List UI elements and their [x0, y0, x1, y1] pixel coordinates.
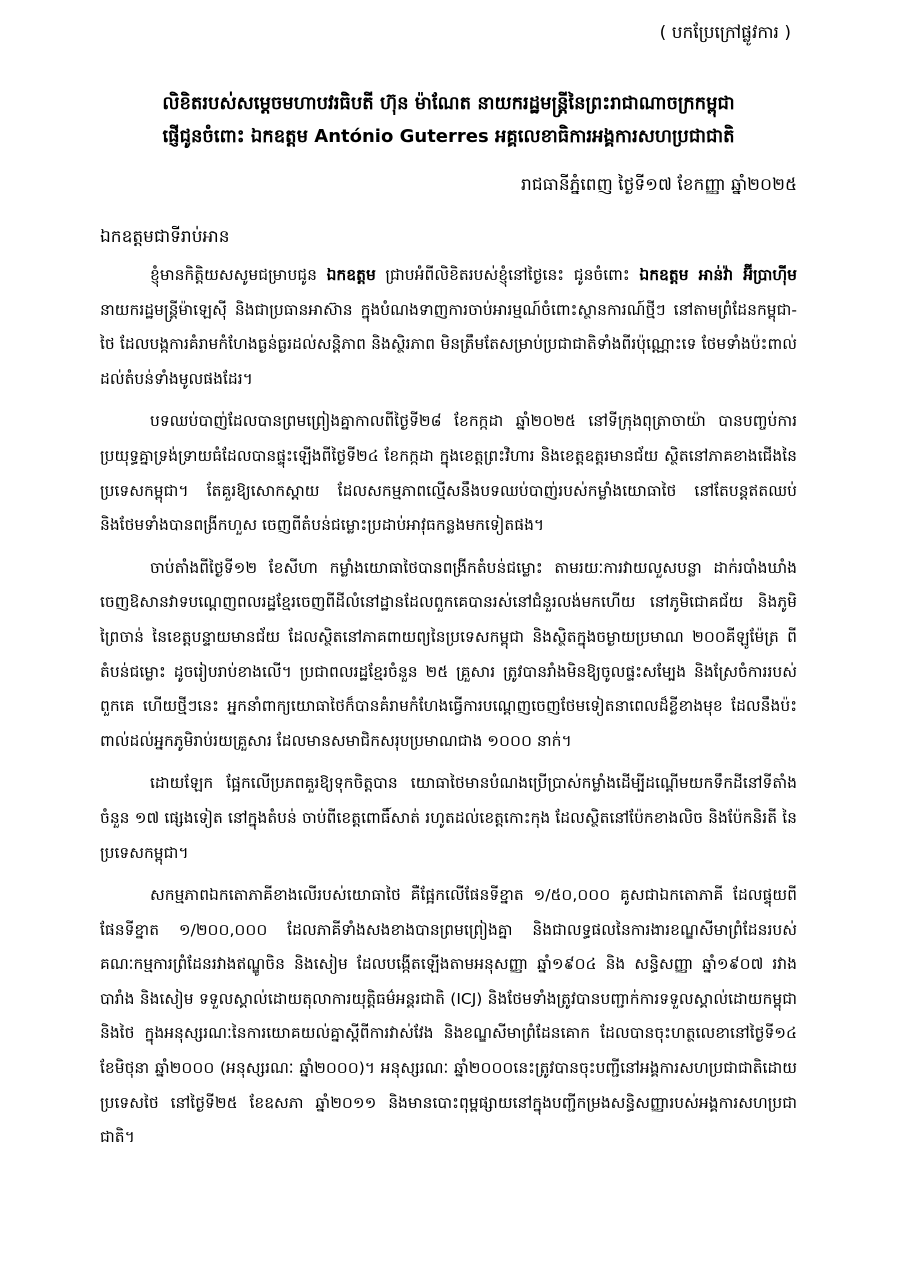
paragraph-4: ដោយឡែក ផ្អែកលើប្រភពគួរឱ្យទុកចិត្តបាន យោធាថៃមានបំណងប្រើប្រាស់កម្លាំងដើម្បីដណ្ដើមយកទឹកដីនៅទីតាំងចំនួន ១៧ ផ្សេងទៀត នៅក្នុងតំបន់ ចាប់ពីខេត្តពោធិ៍សាត់ រហូតដល់ខេត្តកោះកុង ដែលស្ថិតនៅប៉ែកខាងលិច និងប៉ែកនិរតី នៃប្រទេសកម្ពុជា។	[100, 774, 797, 862]
paragraph-5: សកម្មភាពឯកតោភាគីខាងលើរបស់យោធាថៃ គឺផ្អែកលើផែនទីខ្នាត ១/៥០,០០០ គូសជាឯកតោភាគី ដែលផ្ទុយពីផែនទីខ្នាត ១/២០០,០០០ ដែលភាគីទាំងសងខាងបានព្រមព្រៀងគ្នា និងជាលទ្ធផលនៃការងារខណ្ឌសីមាព្រំដែនរបស់គណៈកម្មការព្រំដែនរវាងឥណ្ឌូចិន និងសៀម ដែលបង្កើតឡើងតាមអនុសញ្ញា ឆ្នាំ១៩០៤ និង សន្ធិសញ្ញា ឆ្នាំ១៩០៧ រវាងបារាំង និងសៀម ទទួលស្គាល់ដោយតុលាការយុត្តិធម៌អន្តរជាតិ (ICJ) និងថែមទាំងត្រូវបានបញ្ជាក់ការទទួលស្គាល់ដោយកម្ពុជា និងថៃ ក្នុងអនុស្សរណៈនៃការយោគយល់គ្នាស្ដីពីការវាស់វែង និងខណ្ឌសីមាព្រំដែនគោក ដែលបានចុះហត្ថលេខានៅថ្ងៃទី១៤ ខែមិថុនា ឆ្នាំ២០០០ (អនុស្សរណៈ ឆ្នាំ២០០០)។ អនុស្សរណៈ ឆ្នាំ២០០០នេះត្រូវបានចុះបញ្ជីនៅអង្គការសហប្រជាជាតិដោយប្រទេសថៃ នៅថ្ងៃទី២៥ ខែឧសភា ឆ្នាំ២០១១ និងមានបោះពុម្ពផ្សាយនៅក្នុងបញ្ជីកម្រងសន្ធិសញ្ញារបស់អង្គការសហប្រជាជាតិ។	[100, 886, 797, 1147]
place-and-date: រាជធានីភ្នំពេញ ថ្ងៃទី១៧ ខែកញ្ញា ឆ្នាំ២០២៥	[521, 175, 797, 195]
paragraph-1-part-c: ជ្រាបអំពីលិខិតរបស់ខ្ញុំនៅថ្ងៃនេះ ជូនចំពោះ	[375, 266, 640, 284]
salutation: ឯកឧត្ដមជាទីរាប់អាន	[100, 227, 230, 247]
paragraph-2: បទឈប់បាញ់ដែលបានព្រមព្រៀងគ្នាកាលពីថ្ងៃទី២៨ ខែកក្កដា ឆ្នាំ២០២៥ នៅទីក្រុងពុត្រាចាយ៉ា បានបញ្ចប់ការប្រយុទ្ធគ្នាទ្រង់ទ្រាយធំដែលបានផ្ទុះឡើងពីថ្ងៃទី២៤ ខែកក្កដា ក្នុងខេត្តព្រះវិហារ និងខេត្តឧត្ដរមានជ័យ ស្ថិតនៅភាគខាងជើងនៃប្រទេសកម្ពុជា។ តែគួរឱ្យសោកស្ដាយ ដែលសកម្មភាពល្មើសនឹងបទឈប់បាញ់របស់កម្លាំងយោធាថៃ នៅតែបន្តឥតឈប់ និងថែមទាំងបានពង្រីកហួស ចេញពីតំបន់ជម្លោះប្រដាប់អាវុធកន្លងមកទៀតផង។	[100, 412, 797, 535]
letter-body	[100, 258, 797, 1163]
paragraph-1	[100, 258, 797, 396]
paragraph-1-bold-addressee: ឯកឧត្ដម	[326, 266, 376, 284]
paragraph-1-bold-recipient: ឯកឧត្ដម អាន់វ៉ា អ៊ីប្រាហ៊ីម	[639, 266, 798, 284]
letter-title-line-2: ផ្ញើជូនចំពោះ ឯកឧត្ដម António Guterres អគ្គលេខាធិការអង្គការសហប្រជាជាតិ	[162, 126, 735, 147]
paragraph-1-part-a: ខ្ញុំមានកិត្តិយសសូមជម្រាបជូន	[150, 266, 327, 284]
unofficial-translation-label: ( បកប្រែក្រៅផ្លូវការ )	[659, 23, 791, 43]
paragraph-3: ចាប់តាំងពីថ្ងៃទី១២ ខែសីហា កម្លាំងយោធាថៃបានពង្រីកតំបន់ជម្លោះ តាមរយៈការវាយលួសបន្លា ដាក់របាំងឃាំង ចេញឱសានវាទបណ្ដេញពលរដ្ឋខ្មែរចេញពីដីលំនៅដ្ឋានដែលពួកគេបានរស់នៅជំនួរលង់មកហើយ នៅភូមិជោគជ័យ និងភូមិព្រៃចាន់ នៃខេត្តបន្ទាយមានជ័យ ដែលស្ថិតនៅភាគពាយព្យនៃប្រទេសកម្ពុជា និងស្ថិតក្នុងចម្ងាយប្រមាណ ២០០គីឡូម៉ែត្រ ពីតំបន់ជម្លោះ ដូចរៀបរាប់ខាងលើ។ ប្រជាពលរដ្ឋខ្មែរចំនួន ២៥ គ្រួសារ ត្រូវបានរាំងមិនឱ្យចូលផ្ទះសម្បែង និងស្រែចំការរបស់ពួកគេ ហើយថ្មីៗនេះ អ្នកនាំពាក្យយោធាថៃក៏បានគំរាមកំហែងធ្វើការបណ្ដេញចេញថែមទៀតនាពេលដ៏ខ្លីខាងមុខ ដែលនឹងប៉ះពាល់ដល់អ្នកភូមិរាប់រយគ្រួសារ ដែលមានសមាជិកសរុបប្រមាណជាង ១០០០ នាក់។	[100, 558, 797, 750]
letter-title-line-1: លិខិតរបស់សម្ដេចមហាបវរធិបតី ហ៊ុន ម៉ាណែត នាយករដ្ឋមន្ត្រីនៃព្រះរាជាណាចក្រកម្ពុជា	[162, 93, 735, 114]
paragraph-1-part-e: នាយករដ្ឋមន្ត្រីម៉ាឡេស៊ី និងជាប្រធានអាស៊ាន ក្នុងបំណងទាញការចាប់អារម្មណ៍ចំពោះស្ថានការណ៍ថ្មីៗ នៅតាមព្រំដែនកម្ពុជា-ថៃ ដែលបង្កការគំរាមកំហែងធ្ងន់ធ្ងរដល់សន្តិភាព និងស្ថិរភាព មិនត្រឹមតែសម្រាប់ប្រជាជាតិទាំងពីរប៉ុណ្ណោះទេ ថែមទាំងប៉ះពាល់ដល់តំបន់ទាំងមូលផងដែរ។	[100, 300, 797, 388]
